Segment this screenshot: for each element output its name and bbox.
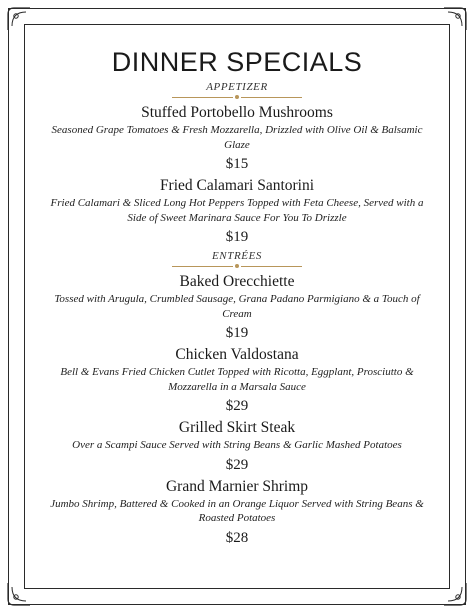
item-description: Jumbo Shrimp, Battered & Cooked in an Orange Liquor Served with String Beans & Roasted Potatoes xyxy=(50,497,424,524)
item-name: Chicken Valdostana xyxy=(175,346,299,363)
item-description: Tossed with Arugula, Crumbled Sausage, Grana Padano Parmigiano & a Touch of Cream xyxy=(54,293,420,320)
corner-ornament-icon xyxy=(6,581,32,607)
corner-ornament-icon xyxy=(6,6,32,32)
section-label-appetizer: APPETIZER xyxy=(206,81,268,93)
menu-item xyxy=(30,419,444,474)
menu-item xyxy=(30,478,444,547)
section-divider xyxy=(172,263,302,269)
corner-ornament-icon xyxy=(442,581,468,607)
appetizer-section xyxy=(30,81,444,246)
item-name: Grand Marnier Shrimp xyxy=(165,477,309,495)
divider-dot-icon xyxy=(235,95,239,99)
menu-item xyxy=(30,346,444,415)
item-name: Stuffed Portobello Mushrooms xyxy=(141,104,333,121)
divider-dot-icon xyxy=(235,264,239,268)
item-price: $28 xyxy=(225,529,249,546)
item-description: Seasoned Grape Tomatoes & Fresh Mozzarella, Drizzled with Olive Oil & Balsamic Glaze xyxy=(51,124,423,151)
item-name: Grilled Skirt Steak xyxy=(178,419,296,436)
menu-item xyxy=(30,273,444,342)
menu-content xyxy=(30,36,444,547)
item-name: Fried Calamari Santorini xyxy=(159,177,315,194)
item-name: Baked Orecchiette xyxy=(179,273,295,290)
menu-item xyxy=(30,177,444,246)
item-price: $19 xyxy=(225,325,249,341)
item-price: $29 xyxy=(225,456,249,473)
menu-item xyxy=(30,104,444,173)
corner-ornament-icon xyxy=(442,6,468,32)
item-description: Fried Calamari & Sliced Long Hot Peppers Topped with Feta Cheese, Served with a Side of Sweet Marinara Sauce For You To Drizzle xyxy=(50,197,424,224)
item-price: $19 xyxy=(225,229,249,245)
item-price: $15 xyxy=(225,156,249,172)
page-title: DINNER SPECIALS xyxy=(111,47,363,77)
section-label-entrees: ENTRÉES xyxy=(211,250,263,262)
entrees-section xyxy=(30,250,444,547)
item-description: Bell & Evans Fried Chicken Cutlet Topped with Ricotta, Eggplant, Prosciutto & Mozzarella in a Marsala Sauce xyxy=(60,366,414,393)
item-price: $29 xyxy=(225,398,249,414)
section-divider xyxy=(172,94,302,100)
item-description: Over a Scampi Sauce Served with String Beans & Garlic Mashed Potatoes xyxy=(72,439,402,451)
